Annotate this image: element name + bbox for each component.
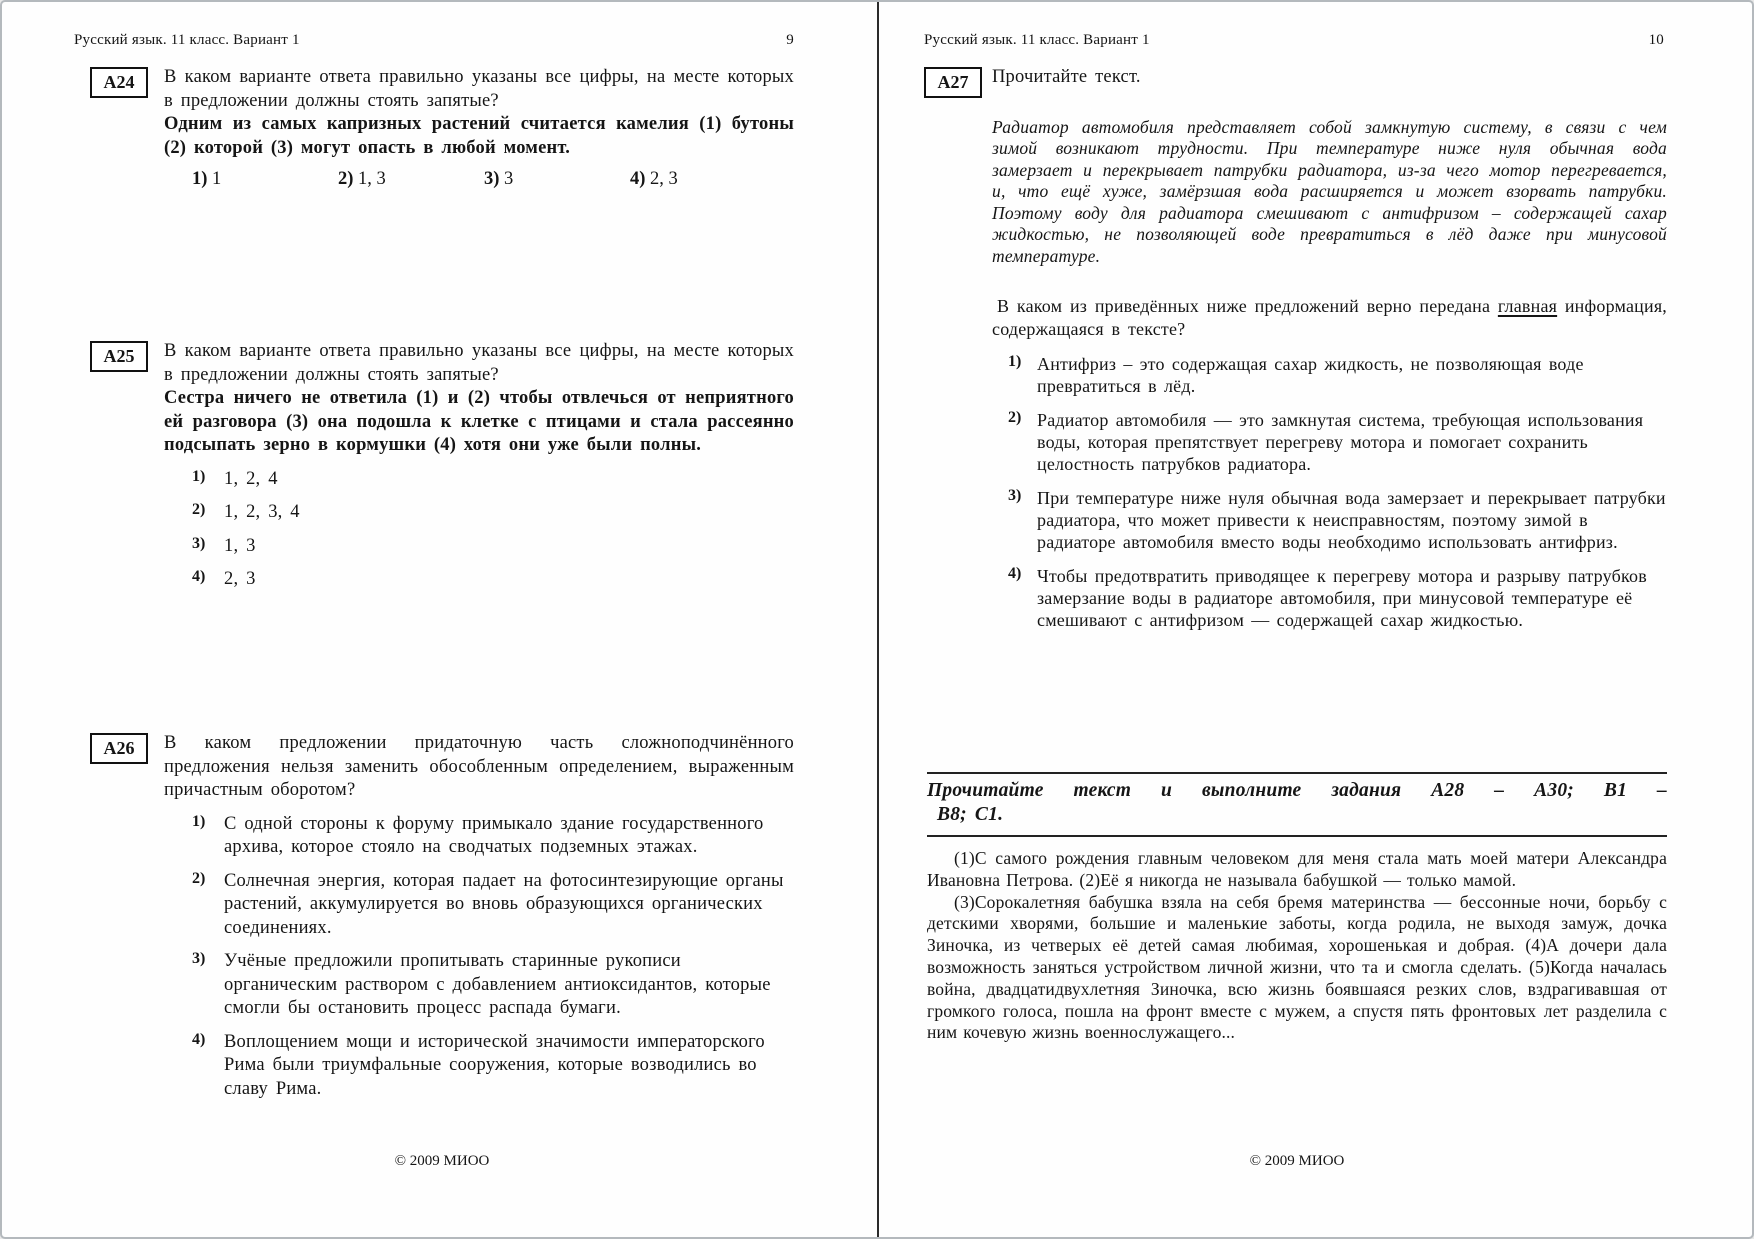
question-body — [164, 340, 794, 592]
option-text: Радиатор автомобиля — это замкнутая система, требующая использования воды, которая препятствует перегреву мотора и помогает сохранить целостность патрубков радиатора. — [1037, 409, 1644, 474]
question-stem: В каком варианте ответа правильно указаны все цифры, на месте которых в предложении должны стоять запятые? — [164, 341, 794, 385]
answer-option — [338, 169, 484, 190]
answer-options-row — [192, 169, 794, 190]
option-text: 2, 3 — [650, 169, 678, 189]
question-id: А26 — [103, 738, 135, 758]
header-title: Русский язык. 11 класс. Вариант 1 — [924, 32, 1150, 48]
reading-paragraph: (1)С самого рождения главным человеком для меня стала мать моей матери Александра Ивановна Петрова. (2)Её я никогда не называла бабушкой — только мамой. — [927, 848, 1667, 890]
answer-option — [164, 501, 794, 525]
option-number: 1) — [1008, 352, 1022, 370]
answer-options-list — [164, 813, 794, 1102]
page-left — [2, 2, 877, 1237]
answer-option — [992, 353, 1667, 397]
section-instruction-block — [927, 772, 1667, 837]
stem-text: информация, содержащаяся в тексте? — [992, 295, 1667, 339]
question-number-box — [924, 67, 982, 98]
page-number: 10 — [1648, 32, 1664, 48]
option-number: 1) — [192, 169, 208, 189]
option-number: 3) — [1008, 486, 1022, 504]
option-text: 1, 2, 3, 4 — [224, 502, 300, 522]
section-instruction-line1: Прочитайте текст и выполните задания А28 – А30; В1 – — [927, 780, 1667, 801]
question-lead: Прочитайте текст. — [992, 67, 1141, 87]
option-text: Антифриз – это содержащая сахар жидкость, не позволяющая воде превратиться в лёд. — [1037, 353, 1584, 396]
page-footer-copyright: © 2009 МИОО — [1249, 1153, 1345, 1169]
answer-option — [164, 535, 794, 559]
option-text: При температуре ниже нуля обычная вода замерзает и перекрывает патрубки радиатора, что может привести к неисправностям, поэтому зимой в радиаторе автомобиля вместо воды необходимо использовать антифриз. — [1037, 487, 1666, 552]
answer-option — [164, 1031, 794, 1102]
question-body — [992, 66, 1667, 631]
option-text: 2, 3 — [224, 569, 256, 589]
answer-option — [164, 568, 794, 592]
header-title: Русский язык. 11 класс. Вариант 1 — [74, 32, 300, 48]
question-body — [164, 66, 794, 190]
option-number: 4) — [630, 169, 646, 189]
option-number: 2) — [192, 501, 206, 518]
question-id: А24 — [103, 72, 135, 92]
answer-option — [992, 565, 1667, 631]
page-header — [924, 32, 1664, 49]
reading-paragraph: (3)Сорокалетняя бабушка взяла на себя бремя материнства — бессонные ночи, борьбу с детскими хворями, большие и маленькие заботы, когда родила, не выходя замуж, дочка Зиночка, из четверых её детей самая любимая, хорошенькая и добрая. (4)А дочери дала возможность заняться устройством личной жизни, что та и смогла сделать. (5)Когда началась война, двадцатидвухлетняя Зиночка, всю жизнь боявшаяся резких слов, вздрагивавшая от громкого голоса, пошла на фронт вместе с мужем, а спустя пять фронтовых лет разделила с ним кочевую жизнь военнослужащего... — [927, 891, 1667, 1043]
question-stem — [992, 295, 1667, 341]
answer-option — [164, 870, 794, 941]
option-text: 1 — [212, 169, 222, 189]
option-text: 1, 3 — [224, 535, 256, 556]
option-number: 3) — [484, 169, 500, 189]
question-a24 — [90, 66, 794, 190]
question-body — [164, 732, 794, 1101]
page-right — [877, 2, 1754, 1237]
page-number: 9 — [786, 32, 794, 48]
section-instruction-line2: В8; С1. — [937, 804, 1004, 825]
question-id: А25 — [103, 346, 135, 366]
page-header — [74, 32, 794, 49]
option-text: 1, 3 — [358, 169, 386, 189]
answer-option — [164, 468, 794, 492]
answer-option — [992, 487, 1667, 553]
option-number: 1) — [192, 467, 206, 485]
option-number: 3) — [192, 950, 206, 967]
question-stem: В каком варианте ответа правильно указаны все цифры, на месте которых в предложении должны стоять запятые? — [164, 67, 794, 111]
question-a25 — [90, 340, 794, 592]
option-number: 4) — [1008, 564, 1022, 582]
question-sentence: Сестра ничего не ответила (1) и (2) чтобы отвлечься от неприятного ей разговора (3) она подошла к клетке с птицами и стала рассеянно подсыпать зерно в кормушки (4) хотя они уже были полны. — [164, 388, 794, 455]
option-number: 2) — [192, 869, 206, 887]
answer-option — [164, 950, 794, 1021]
question-number-box — [90, 733, 148, 764]
question-number-box — [90, 341, 148, 372]
question-a27 — [924, 66, 1667, 631]
question-a26 — [90, 732, 794, 1101]
answer-option — [484, 169, 630, 190]
option-text: Солнечная энергия, которая падает на фотосинтезирующие органы растений, аккумулируется во вновь образующихся органических соединениях. — [224, 870, 784, 938]
option-text: 1, 2, 4 — [224, 468, 278, 489]
reading-passage-italic: Радиатор автомобиля представляет собой замкнутую систему, в связи с чем зимой возникают трудности. При температуре ниже нуля обычная вода замерзает и перекрывает патрубки радиатора, из-за чего мотор перегревается, и, что ещё хуже, замёрзшая вода расширяется и может взорвать патрубки. Поэтому воду для радиатора смешивают с антифризом – содержащей сахар жидкостью, не позволяющей воде превратиться в лёд даже при минусовой температуре. — [992, 116, 1667, 267]
option-number: 4) — [192, 568, 206, 585]
stem-underlined-word: главная — [1497, 295, 1558, 316]
option-text: Чтобы предотвратить приводящее к перегреву мотора и разрыву патрубков замерзание воды в радиаторе автомобиля, при минусовой температуре её смешивают с антифризом — содержащей сахар жидкостью. — [1037, 565, 1647, 630]
answer-options-list — [992, 353, 1667, 631]
answer-options-list — [164, 468, 794, 592]
reading-text — [927, 848, 1667, 1044]
question-id: А27 — [937, 72, 969, 92]
option-number: 1) — [192, 812, 206, 830]
question-sentence: Одним из самых капризных растений считается камелия (1) бутоны (2) которой (3) могут опасть в любой момент. — [164, 114, 794, 158]
page-footer-copyright: © 2009 МИОО — [394, 1153, 490, 1169]
option-text: Воплощением мощи и исторической значимости императорского Рима были триумфальные сооружения, которые возводились во славу Рима. — [224, 1031, 765, 1099]
option-number: 2) — [338, 169, 354, 189]
answer-option — [630, 169, 678, 190]
option-text: 3 — [504, 169, 514, 189]
option-number: 3) — [192, 534, 206, 552]
answer-option — [192, 169, 338, 190]
option-text: Учёные предложили пропитывать старинные рукописи органическим раствором с добавлением антиоксидантов, которые смогли бы остановить процесс распада бумаги. — [224, 951, 771, 1018]
question-stem: В каком предложении придаточную часть сложноподчинённого предложения нельзя заменить обособленным определением, выраженным причастным оборотом? — [164, 733, 794, 800]
answer-option — [164, 813, 794, 860]
option-number: 4) — [192, 1030, 206, 1048]
option-text: С одной стороны к форуму примыкало здание государственного архива, которое стояло на сводчатых подземных этажах. — [224, 813, 764, 857]
question-number-box — [90, 67, 148, 98]
option-number: 2) — [1008, 408, 1022, 426]
stem-text: В каком из приведённых ниже предложений верно передана — [997, 295, 1498, 316]
answer-option — [992, 409, 1667, 475]
